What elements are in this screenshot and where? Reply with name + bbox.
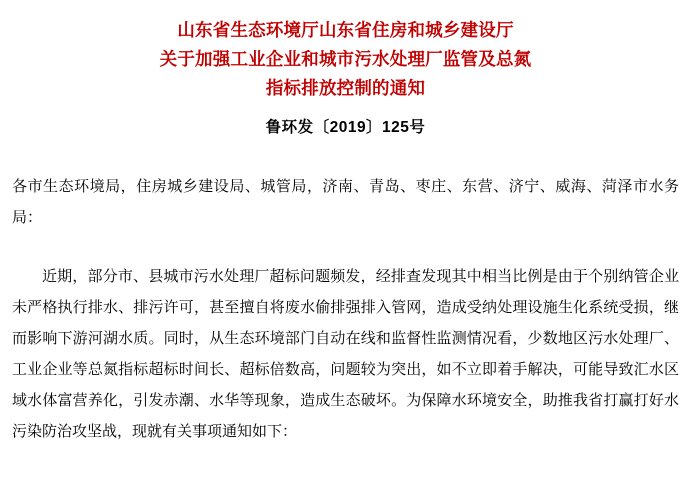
document-title-line-1: 山东省生态环境厅山东省住房和城乡建设厅	[177, 20, 514, 40]
document-title	[0, 0, 691, 103]
body-paragraph-1: 近期，部分市、县城市污水处理厂超标问题频发，经排查发现其中相当比例是由于个别纳管企业未严格执行排水、排污许可，甚至擅自将废水偷排强排入管网，造成受纳处理设施生化系统受损，继而影响下游河湖水质。同时，从生态环境部门自动在线和监督性监测情况看，少数地区污水处理厂、工业企业等总氮指标超标时间长、超标倍数高，问题较为突出，如不立即着手解决，可能导致汇水区域水体富营养化，引发赤潮、水华等现象，造成生态破坏。为保障水环境安全，助推我省打赢打好水污染防治攻坚战，现就有关事项通知如下：	[12, 268, 679, 440]
document-title-line-3: 指标排放控制的通知	[265, 78, 426, 98]
document-title-line-2: 关于加强工业企业和城市污水处理厂监管及总氮	[159, 49, 532, 69]
recipients-line: 各市生态环境局，住房城乡建设局、城管局，济南、青岛、枣庄、东营、济宁、威海、菏泽市水务局：	[12, 178, 679, 226]
document-body	[0, 141, 691, 447]
document-number: 鲁环发〔2019〕125号	[265, 119, 426, 136]
